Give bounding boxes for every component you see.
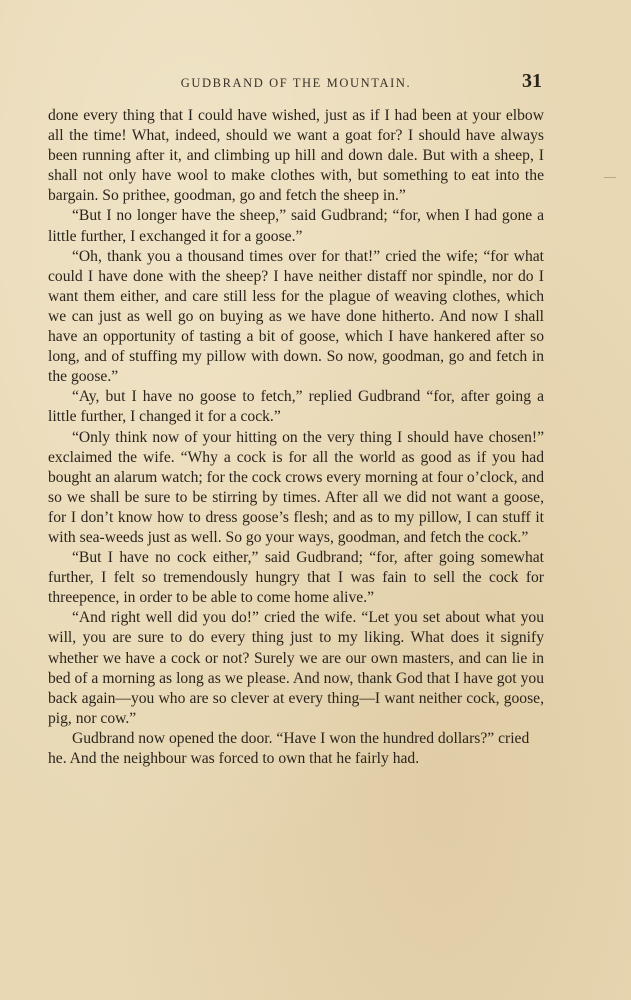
paragraph: “Ay, but I have no goose to fetch,” replied Gudbrand “for, after going a little further, I changed it for a cock.” <box>48 388 544 426</box>
page-number: 31 <box>522 70 542 92</box>
paragraph: “And right well did you do!” cried the wife. “Let you set about what you will, you are sure to do every thing just to my liking. What does it signify whether we have a cock or not? Surely we are our own masters, and can lie in bed of a morning as long as we please. And now, thank God that I have got you back again—you who are so clever at every thing—I want neither cock, goose, pig, nor cow.” <box>48 609 544 727</box>
margin-mark <box>604 177 616 178</box>
paragraph: “Oh, thank you a thousand times over for that!” cried the wife; “for what could I have done with the sheep? I have neither distaff nor spindle, nor do I want them either, and care still less for the plague of weaving clothes, which we can just as well go on buying as we have done hitherto. And now I shall have an opportunity of tasting a bit of goose, which I have hankered after so long, and of stuffing my pillow with down. So now, goodman, go and fetch in the goose.” <box>48 247 544 386</box>
paragraph: “Only think now of your hitting on the very thing I should have chosen!” exclaimed the wife. “Why a cock is for all the world as good as if you had bought an alarum watch; for the cock crows every morning at four o’clock, and so we shall be sure to be stirring by times. After all we did not want a goose, for I don’t know how to dress goose’s flesh; and as to my pillow, I can stuff it with sea-weeds just as well. So go your ways, goodman, and fetch the cock.” <box>48 428 544 546</box>
paragraph-continued: done every thing that I could have wished, just as if I had been at your elbow all the time! What, indeed, should we want a goat for? I should have always been running after it, and climbing up hill and down dale. But with a sheep, I shall not only have wool to make clothes with, but something to eat into the bargain. So prithee, goodman, go and fetch the sheep in.” <box>48 107 544 205</box>
body-text <box>48 106 544 769</box>
running-head: GUDBRAND OF THE MOUNTAIN. <box>180 76 412 90</box>
paragraph-final: Gudbrand now opened the door. “Have I won the hundred dollars?” cried he. And the neighbour was forced to own that he fairly had. <box>48 729 530 767</box>
page-header <box>48 70 544 96</box>
paragraph: “But I have no cock either,” said Gudbrand; “for, after going somewhat further, I felt so tremendously hungry that I was fain to sell the cock for threepence, in order to be able to come home alive.” <box>48 549 544 607</box>
paragraph: “But I no longer have the sheep,” said Gudbrand; “for, when I had gone a little further, I exchanged it for a goose.” <box>48 207 544 245</box>
